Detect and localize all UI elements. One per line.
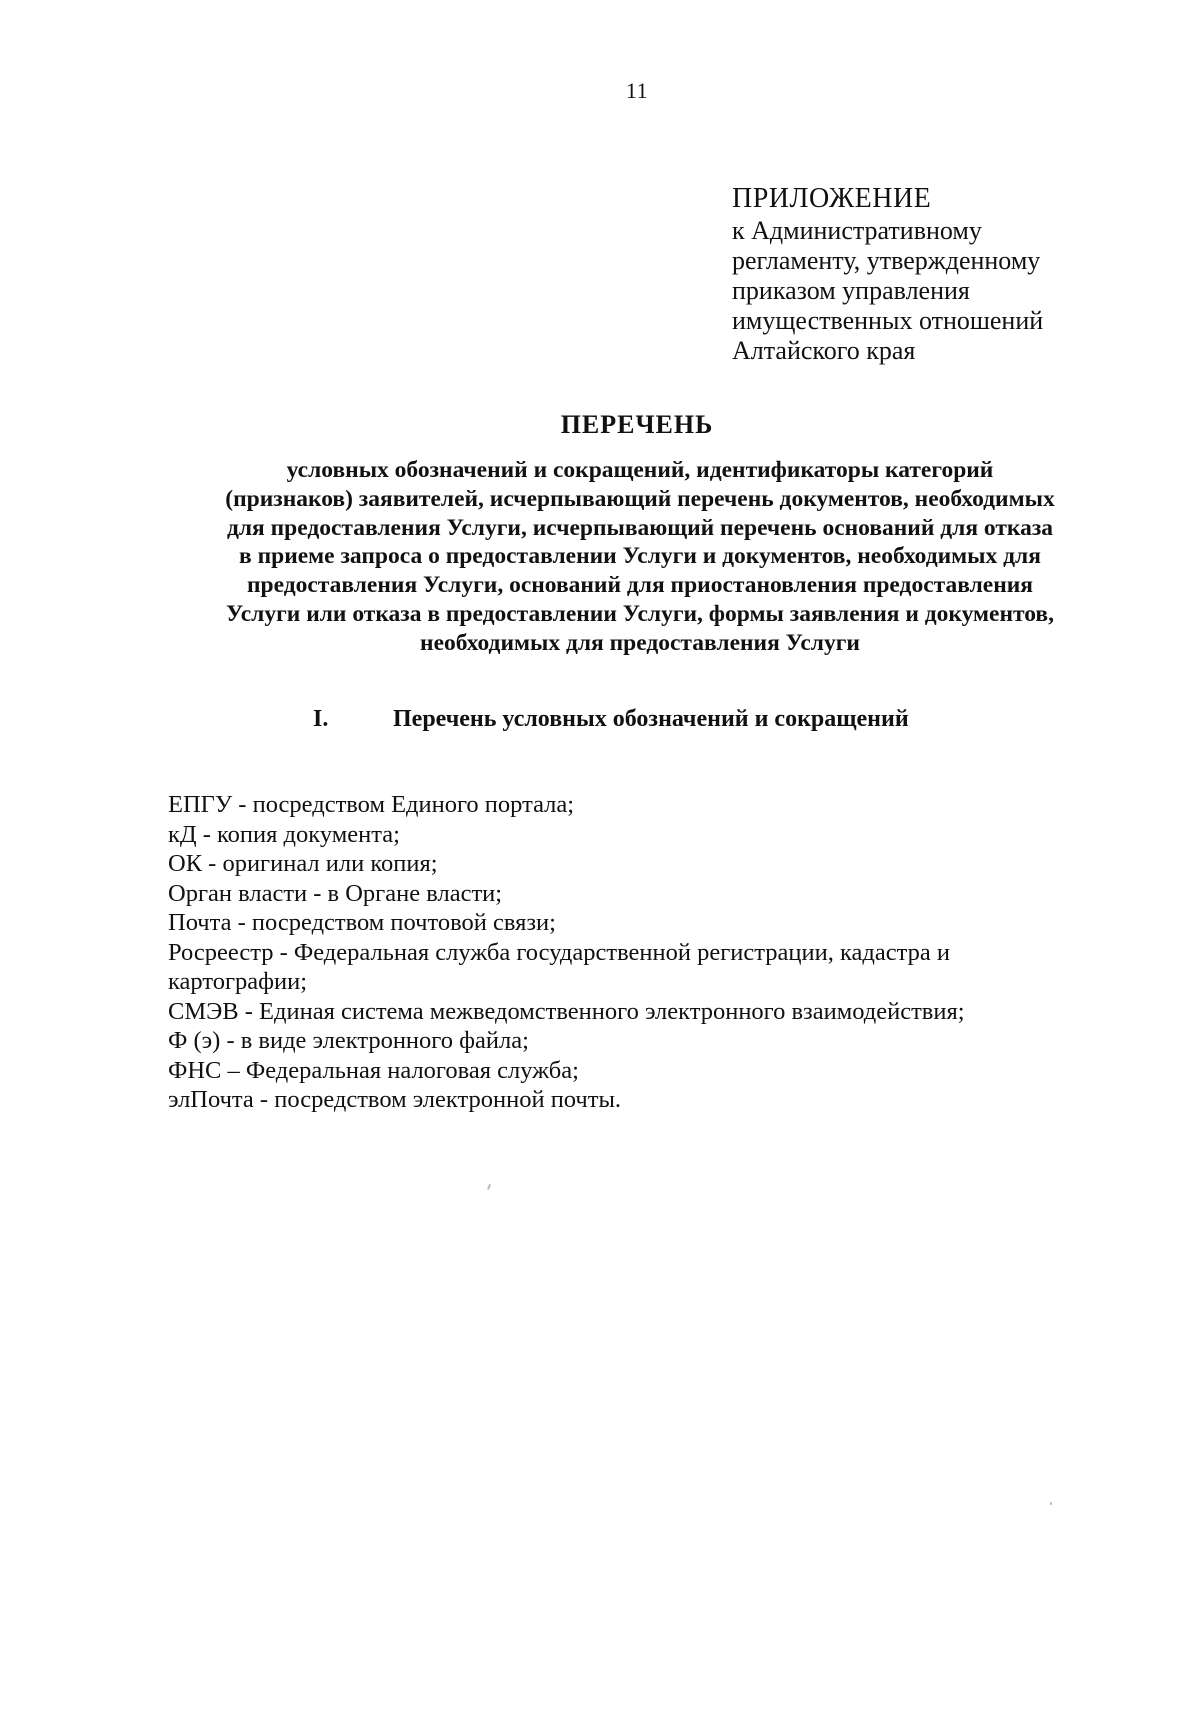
abbreviation-item: СМЭВ - Единая система межведомственного электронного взаимодействия; — [168, 997, 965, 1025]
section-number: I. — [313, 706, 329, 732]
document-subtitle — [160, 456, 1120, 658]
appendix-line: приказом управления — [732, 276, 970, 305]
abbreviation-item: Почта - посредством почтовой связи; — [168, 909, 556, 936]
abbreviation-item: Ф (э) - в виде электронного файла; — [168, 1027, 529, 1054]
abbreviation-item: ОК - оригинал или копия; — [168, 850, 438, 877]
appendix-line: имущественных отношений — [732, 306, 1044, 335]
abbreviation-item: ЕПГУ - посредством Единого портала; — [168, 791, 575, 818]
abbreviation-item: Орган власти - в Органе власти; — [168, 879, 503, 907]
appendix-line: Алтайского края — [732, 336, 916, 365]
abbreviation-list — [168, 790, 965, 1115]
abbreviation-item: картографии; — [168, 968, 308, 995]
abbreviation-item: ФНС – Федеральная налоговая служба; — [168, 1056, 579, 1084]
abbreviation-item: кД - копия документа; — [168, 820, 400, 848]
page-number: 11 — [625, 78, 649, 103]
appendix-heading: ПРИЛОЖЕНИЕ — [732, 183, 932, 214]
subtitle-line: для предоставления Услуги, исчерпывающий перечень оснований для отказа — [226, 514, 1054, 541]
subtitle-line: Услуги или отказа в предоставлении Услуги, формы заявления и документов, — [226, 600, 1054, 627]
appendix-block — [732, 182, 1043, 366]
appendix-line: к Административному — [732, 216, 982, 245]
abbreviation-item: элПочта - посредством электронной почты. — [168, 1086, 622, 1113]
subtitle-line: предоставления Услуги, оснований для приостановления предоставления — [246, 572, 1033, 599]
section-title: Перечень условных обозначений и сокращений — [393, 706, 909, 732]
scan-speck — [487, 1184, 491, 1190]
subtitle-line: (признаков) заявителей, исчерпывающий перечень документов, необходимых — [225, 485, 1055, 512]
scan-speck — [1050, 1502, 1052, 1505]
abbreviation-item: Росреестр - Федеральная служба государственной регистрации, кадастра и — [168, 938, 950, 966]
subtitle-line: в приеме запроса о предоставлении Услуги и документов, необходимых для — [239, 543, 1041, 570]
subtitle-line: необходимых для предоставления Услуги — [420, 629, 860, 656]
subtitle-line: условных обозначений и сокращений, идентификаторы категорий — [286, 457, 994, 483]
document-title: ПЕРЕЧЕНЬ — [560, 410, 714, 439]
appendix-line: регламенту, утвержденному — [732, 246, 1041, 275]
